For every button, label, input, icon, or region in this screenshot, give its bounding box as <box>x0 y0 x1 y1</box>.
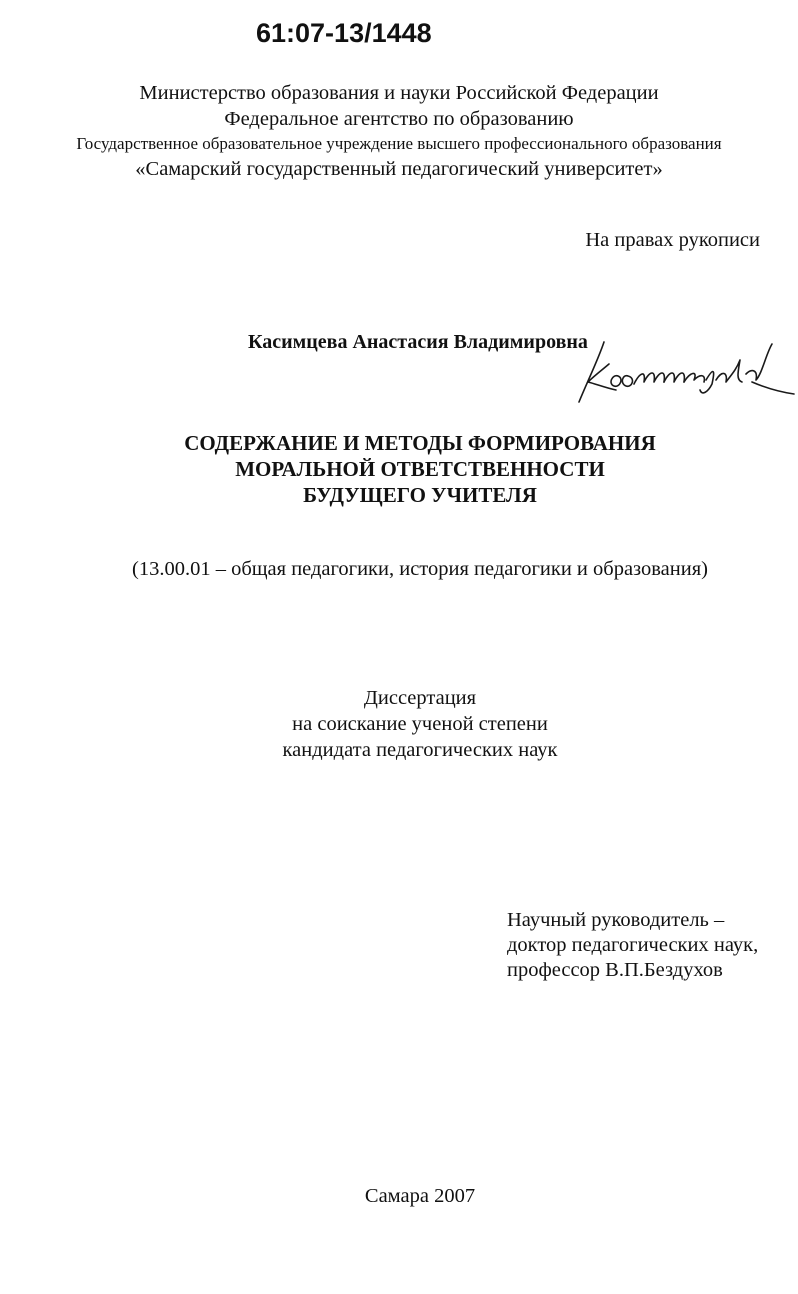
title-line: СОДЕРЖАНИЕ И МЕТОДЫ ФОРМИРОВАНИЯ <box>184 431 656 455</box>
supervisor-line: доктор педагогических наук, <box>507 934 759 956</box>
handwritten-signature <box>576 330 798 410</box>
agency-line: Федеральное агентство по образованию <box>224 108 574 130</box>
title-line: МОРАЛЬНОЙ ОТВЕТСТВЕННОСТИ <box>235 457 605 481</box>
speciality-code: (13.00.01 – общая педагогики, история педагогики и образования) <box>132 558 708 580</box>
dissertation-title <box>0 430 798 508</box>
degree-line: Диссертация <box>363 687 477 709</box>
archive-code: 61:07-13/1448 <box>256 18 432 48</box>
document-header <box>0 80 798 182</box>
degree-info <box>0 685 798 763</box>
manuscript-note: На правах рукописи <box>585 229 760 251</box>
supervisor-line: профессор В.П.Бездухов <box>507 959 723 981</box>
university-line: «Самарский государственный педагогический университет» <box>135 158 663 180</box>
title-line: БУДУЩЕГО УЧИТЕЛЯ <box>303 483 537 507</box>
degree-line: на соискание ученой степени <box>292 713 548 735</box>
city-year: Самара 2007 <box>364 1185 476 1207</box>
supervisor-info <box>507 908 758 983</box>
ministry-line: Министерство образования и науки Российской Федерации <box>139 82 659 104</box>
supervisor-line: Научный руководитель – <box>507 909 725 931</box>
degree-line: кандидата педагогических наук <box>282 739 558 761</box>
institution-type-line: Государственное образовательное учреждение высшего профессионального образования <box>76 134 722 153</box>
author-name: Касимцева Анастасия Владимировна <box>248 331 588 353</box>
